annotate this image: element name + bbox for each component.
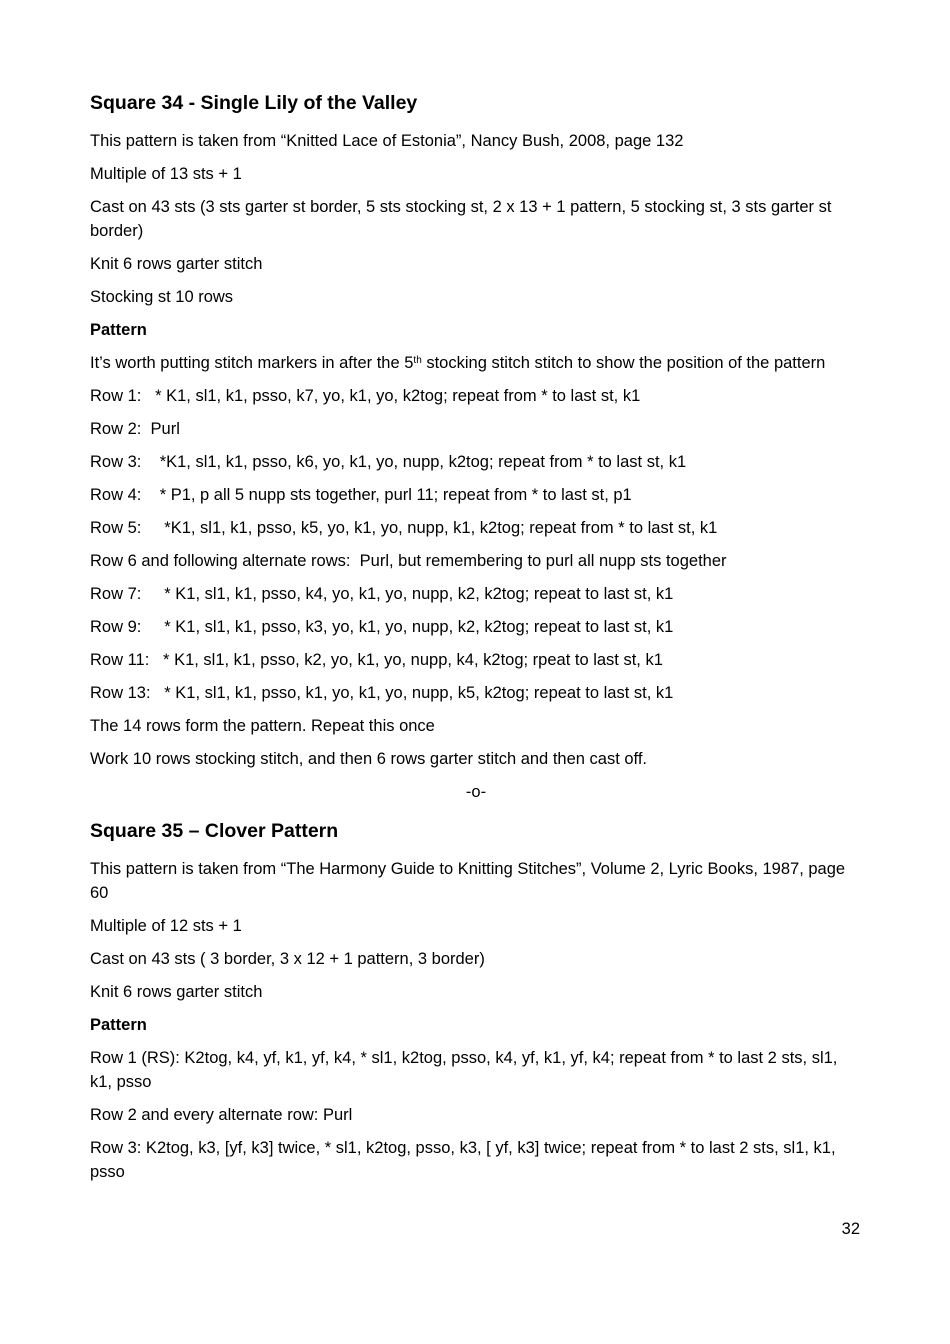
square-35-row: Row 2 and every alternate row: Purl bbox=[90, 1106, 353, 1124]
square-34-marker-note bbox=[90, 351, 862, 375]
section-separator: -o- bbox=[465, 783, 487, 801]
square-34-row: Row 9: * K1, sl1, k1, psso, k3, yo, k1, yo, nupp, k2, k2tog; repeat to last st, k1 bbox=[90, 618, 674, 636]
square-34-row: Row 5: *K1, sl1, k1, psso, k5, yo, k1, yo, nupp, k1, k2tog; repeat from * to last st, k1 bbox=[90, 519, 718, 537]
square-34-row: Row 3: *K1, sl1, k1, psso, k6, yo, k1, yo, nupp, k2tog; repeat from * to last st, k1 bbox=[90, 453, 687, 471]
square-35-multiple: Multiple of 12 sts + 1 bbox=[90, 917, 242, 935]
marker-note-part-1: It’s worth putting stitch markers in after the 5 bbox=[90, 354, 414, 372]
page-number: 32 bbox=[841, 1220, 860, 1238]
square-34-section bbox=[90, 90, 862, 771]
square-34-title: Square 34 - Single Lily of the Valley bbox=[90, 92, 418, 114]
square-34-row: Row 2: Purl bbox=[90, 420, 180, 438]
square-34-pattern-heading: Pattern bbox=[90, 321, 147, 339]
square-34-stocking-rows: Stocking st 10 rows bbox=[90, 288, 234, 306]
square-34-row: Row 1: * K1, sl1, k1, psso, k7, yo, k1, yo, k2tog; repeat from * to last st, k1 bbox=[90, 387, 641, 405]
square-35-cast-on: Cast on 43 sts ( 3 border, 3 x 12 + 1 pattern, 3 border) bbox=[90, 950, 485, 968]
square-35-title: Square 35 – Clover Pattern bbox=[90, 820, 339, 842]
document-page bbox=[90, 90, 862, 1193]
square-35-source: This pattern is taken from “The Harmony Guide to Knitting Stitches”, Volume 2, Lyric Books, 1987, page 60 bbox=[90, 860, 846, 902]
square-35-pattern-heading: Pattern bbox=[90, 1016, 147, 1034]
square-34-row: Row 13: * K1, sl1, k1, psso, k1, yo, k1, yo, nupp, k5, k2tog; repeat to last st, k1 bbox=[90, 684, 674, 702]
marker-note-part-2: stocking stitch stitch to show the position of the pattern bbox=[421, 354, 826, 372]
square-34-row: Row 7: * K1, sl1, k1, psso, k4, yo, k1, yo, nupp, k2, k2tog; repeat to last st, k1 bbox=[90, 585, 674, 603]
square-34-row: Row 6 and following alternate rows: Purl, but remembering to purl all nupp sts together bbox=[90, 552, 727, 570]
square-34-repeat-note: The 14 rows form the pattern. Repeat this once bbox=[90, 717, 435, 735]
square-34-finish: Work 10 rows stocking stitch, and then 6 rows garter stitch and then cast off. bbox=[90, 750, 647, 768]
square-34-source: This pattern is taken from “Knitted Lace of Estonia”, Nancy Bush, 2008, page 132 bbox=[90, 132, 684, 150]
square-34-cast-on: Cast on 43 sts (3 sts garter st border, 5 sts stocking st, 2 x 13 + 1 pattern, 5 stocking st, 3 sts garter st border) bbox=[90, 198, 832, 240]
square-34-row: Row 11: * K1, sl1, k1, psso, k2, yo, k1, yo, nupp, k4, k2tog; rpeat to last st, k1 bbox=[90, 651, 663, 669]
square-35-row: Row 1 (RS): K2tog, k4, yf, k1, yf, k4, * sl1, k2tog, psso, k4, yf, k1, yf, k4; repeat from * to last 2 sts, sl1, k1, psso bbox=[90, 1049, 838, 1091]
square-34-knit-rows: Knit 6 rows garter stitch bbox=[90, 255, 263, 273]
square-35-section bbox=[90, 818, 862, 1184]
square-35-row: Row 3: K2tog, k3, [yf, k3] twice, * sl1, k2tog, psso, k3, [ yf, k3] twice; repeat from * to last 2 sts, sl1, k1, psso bbox=[90, 1139, 836, 1181]
square-34-multiple: Multiple of 13 sts + 1 bbox=[90, 165, 242, 183]
square-34-row: Row 4: * P1, p all 5 nupp sts together, purl 11; repeat from * to last st, p1 bbox=[90, 486, 632, 504]
marker-note-superscript: th bbox=[413, 355, 422, 366]
square-35-knit-rows: Knit 6 rows garter stitch bbox=[90, 983, 263, 1001]
